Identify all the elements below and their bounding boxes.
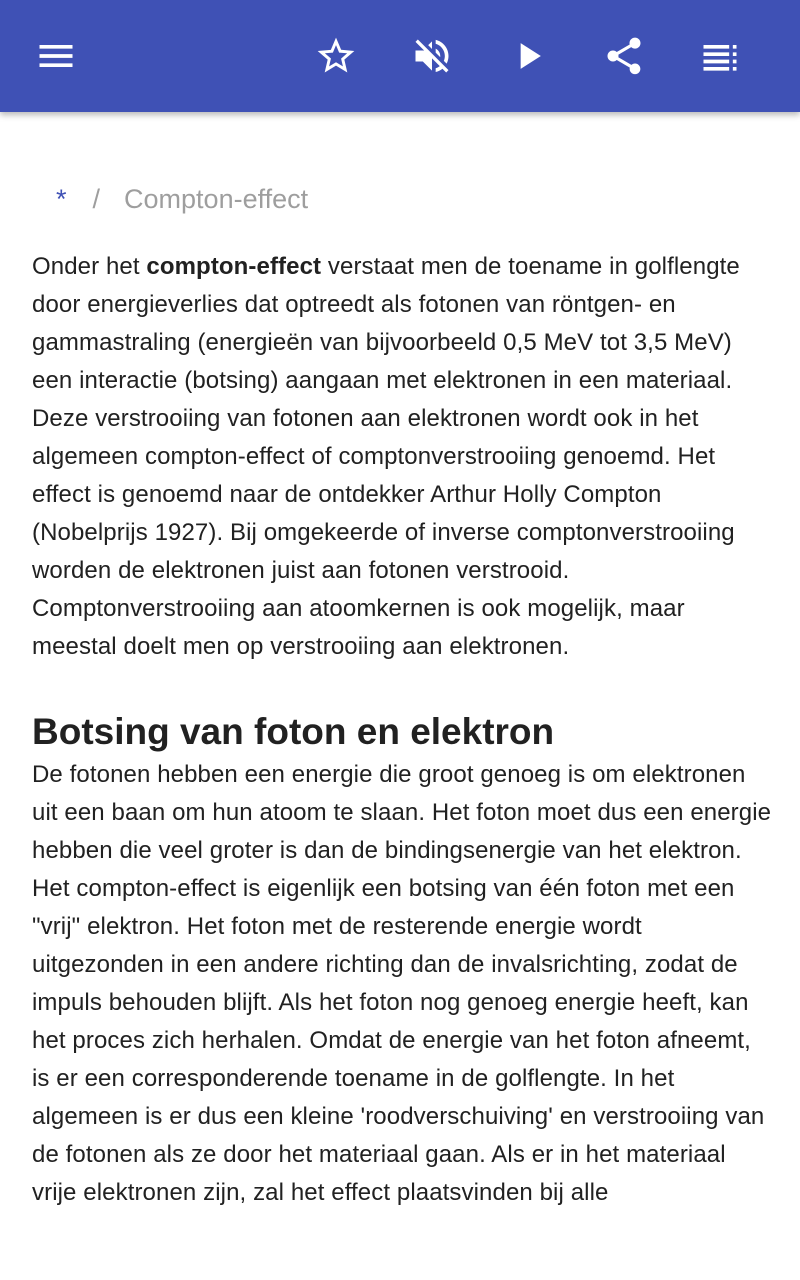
intro-text: verstaat men de toename in golflengte door energieverlies dat optreedt als fotonen van röntgen- en gammastraling (energieën van bijvoorbeeld 0,5 MeV tot 3,5 MeV) een interactie (botsing) aangaan met elektronen in een materiaal. Deze verstrooiing van fotonen aan elektronen wordt ook in het algemeen compton-effect of comptonverstrooiing genoemd. Het effect is genoemd naar de ontdekker Arthur Holly Compton (Nobelprijs 1927). Bij omgekeerde of inverse comptonverstrooiing worden de elektronen juist aan fotonen verstrooid. Comptonverstrooiing aan atoomkernen is ook mogelijk, maar meestal doelt men op verstrooiing aan elektronen. (32, 253, 740, 660)
contents-button[interactable] (692, 28, 748, 84)
play-button[interactable] (500, 28, 556, 84)
share-icon (602, 34, 646, 78)
star-outline-icon (314, 34, 358, 78)
share-button[interactable] (596, 28, 652, 84)
breadcrumb-home-link[interactable]: * (56, 183, 67, 214)
breadcrumb (32, 180, 772, 218)
breadcrumb-separator: / (92, 183, 101, 214)
playlist-icon (698, 34, 742, 78)
intro-term: compton-effect (146, 253, 322, 280)
breadcrumb-current: Compton-effect (124, 183, 309, 214)
section-heading: Botsing van foton en elektron (32, 711, 555, 752)
menu-button[interactable] (28, 28, 84, 84)
intro-paragraph (32, 248, 772, 666)
section-paragraph: De fotonen hebben een energie die groot genoeg is om elektronen uit een baan om hun atoom te slaan. Het foton moet dus een energie hebben die veel groter is dan de bindingsenergie van het elektron. Het compton-effect is eigenlijk een botsing van één foton met een "vrij" elektron. Het foton met de resterende energie wordt uitgezonden in een andere richting dan de invalsrichting, zodat de impuls behouden blijft. Als het foton nog genoeg energie heeft, kan het proces zich herhalen. Omdat de energie van het foton afneemt, is er een corresponderende toename in de golflengte. In het algemeen is er dus een kleine 'roodverschuiving' en verstrooiing van de fotonen als ze door het materiaal gaan. Als er in het materiaal vrije elektronen zijn, zal het effect plaatsvinden bij alle (32, 761, 772, 1206)
app-bar (0, 0, 800, 112)
article (32, 112, 772, 1212)
favorite-button[interactable] (308, 28, 364, 84)
volume-off-icon (410, 34, 454, 78)
play-icon (506, 34, 550, 78)
menu-icon (34, 34, 78, 78)
mute-button[interactable] (404, 28, 460, 84)
intro-prefix: Onder het (32, 253, 147, 280)
